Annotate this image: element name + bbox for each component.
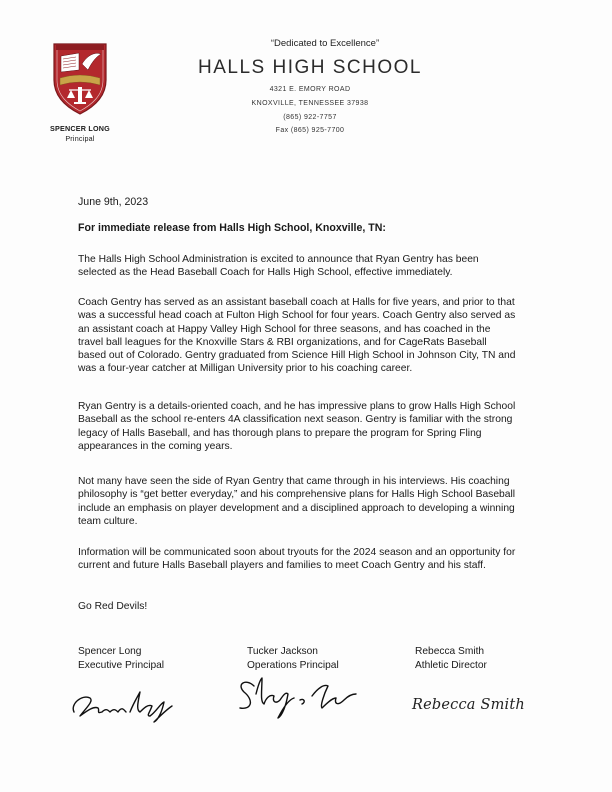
paragraph-line: travel ball leagues for the Knoxville Stars & RBI organizations, and for CageRats Baseball	[78, 336, 487, 348]
paragraph-line: was a successful head coach at Fulton High School for four years. Coach Gentry also served as	[78, 310, 516, 322]
principal-title: Principal	[65, 134, 95, 143]
address-street: 4321 E. EMORY ROAD	[269, 86, 351, 93]
fax-number: Fax (865) 925-7700	[275, 127, 345, 134]
motto: “Dedicated to Excellence”	[270, 38, 380, 49]
paragraph	[78, 253, 558, 280]
paragraph-line: selected as the Head Baseball Coach for Halls High School, effective immediately.	[78, 267, 453, 279]
signatory-title: Operations Principal	[247, 659, 339, 671]
paragraph	[78, 296, 558, 376]
school-crest-logo	[52, 40, 108, 116]
principal-name: SPENCER LONG	[50, 124, 110, 133]
signatory-block	[415, 645, 487, 672]
paragraph	[78, 475, 558, 528]
paragraph-line: Baseball as the school re-enters 4A classification next season. Gentry is familiar with the strong	[78, 414, 513, 426]
paragraph	[78, 546, 558, 573]
signatory-title: Executive Principal	[78, 659, 165, 671]
letter-date: June 9th, 2023	[78, 196, 149, 208]
signatory-name: Tucker Jackson	[247, 646, 318, 657]
paragraph-line: Coach Gentry has served as an assistant baseball coach at Halls for five years, and prior to that	[78, 297, 515, 308]
paragraph-line: Information will be communicated soon about tryouts for the 2024 season and an opportunity for	[78, 547, 516, 558]
phone-number: (865) 922-7757	[283, 114, 337, 121]
principal-block	[40, 124, 120, 144]
signatory-block	[78, 645, 164, 672]
paragraph-line: team culture.	[78, 515, 138, 527]
paragraph-line: based out of Colorado. Gentry graduated from Science Hill High School in Johnson City, TN and	[78, 350, 516, 362]
signature-spencer-long	[68, 682, 178, 724]
closing-line: Go Red Devils!	[78, 601, 148, 612]
release-heading: For immediate release from Halls High School, Knoxville, TN:	[78, 222, 386, 234]
signatory-name: Rebecca Smith	[415, 646, 485, 657]
paragraph-line: was a four-year catcher at Milligan University prior to his coaching career.	[78, 363, 413, 375]
signature-tucker-jackson	[232, 672, 362, 722]
signatory-name: Spencer Long	[78, 646, 142, 657]
paragraph-line: include an emphasis on player development and a disciplined approach to developing a winning	[78, 502, 515, 514]
paragraph-line: appearances in the coming years.	[78, 440, 233, 452]
signatory-title: Athletic Director	[415, 659, 487, 671]
signature-rebecca-smith: Rebecca Smith	[412, 697, 525, 713]
paragraph-line: current and future Halls Baseball players and families to meet Coach Gentry and his staff.	[78, 560, 486, 572]
school-name: HALLS HIGH SCHOOL	[198, 57, 422, 78]
address-city: KNOXVILLE, TENNESSEE 37938	[251, 100, 369, 107]
paragraph-line: Not many have seen the side of Ryan Gentry that came through in his interviews. His coaching	[78, 476, 510, 487]
paragraph-line: The Halls High School Administration is excited to announce that Ryan Gentry has been	[78, 254, 479, 265]
paragraph	[78, 400, 558, 453]
signatory-block	[247, 645, 339, 672]
paragraph-line: philosophy is “get better everyday,” and his comprehensive plans for Halls High School Baseball	[78, 489, 516, 501]
paragraph-line: Ryan Gentry is a details-oriented coach, and he has impressive plans to grow Halls High School	[78, 401, 516, 412]
paragraph-line: legacy of Halls Baseball, and has thorough plans to prepare the program for Spring Fling	[78, 427, 482, 439]
paragraph-line: an assistant coach at Happy Valley High School for three seasons, and has coached in the	[78, 323, 491, 335]
